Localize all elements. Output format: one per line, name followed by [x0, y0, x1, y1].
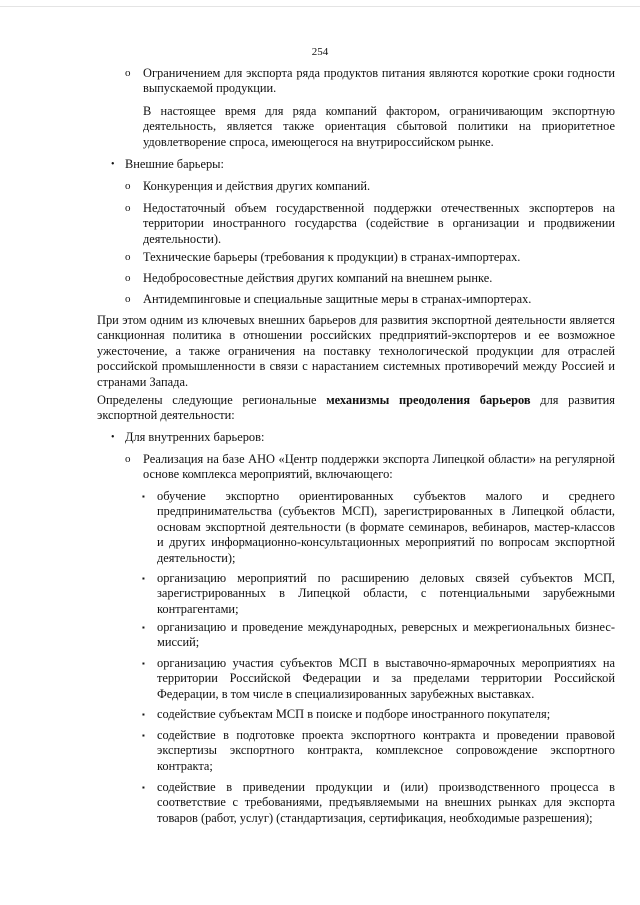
square-bullet-icon: ▪ [142, 623, 145, 632]
sub-list-item-text: содействие в приведении продукции и (или) производственного процесса в соответствие с требованиями, предъявляемыми на внешних рынках для экспорта товаров (работ, услуг) (стандартизация, сертификация, необходимые разрешения); [157, 780, 615, 825]
page-number: 254 [311, 46, 329, 58]
sub-list-item [142, 489, 615, 566]
sub-list-item-text: организацию и проведение международных, реверсных и межрегиональных бизнес-миссий; [157, 620, 615, 650]
bullet-icon: • [111, 159, 115, 170]
sub-list-item [142, 571, 615, 617]
list-item [125, 66, 615, 97]
list-item-text: Ограничением для экспорта ряда продуктов питания являются короткие сроки годности выпускаемой продукции. [143, 66, 615, 96]
circle-bullet-icon: o [125, 202, 131, 214]
circle-bullet-icon: o [125, 453, 131, 465]
list-item-text: Для внутренних барьеров: [125, 430, 265, 444]
list-item [125, 179, 615, 194]
square-bullet-icon: ▪ [142, 710, 145, 719]
list-item [111, 157, 615, 172]
bold-emphasis: механизмы преодоления барьеров [326, 393, 531, 407]
square-bullet-icon: ▪ [142, 783, 145, 792]
top-rule [0, 6, 640, 7]
sub-list-item [142, 656, 615, 702]
square-bullet-icon: ▪ [142, 574, 145, 583]
paragraph-text: В настоящее время для ряда компаний фактором, ограничивающим экспортную деятельность, является также ориентация сбытовой политики на приоритетное удовлетворение спроса, имеющегося на внутрироссийском рынке. [143, 104, 615, 149]
sub-list-item-text: организацию мероприятий по расширению деловых связей субъектов МСП, зарегистрированных в Липецкой области, с потенциальными зарубежными контрагентами; [157, 571, 615, 616]
paragraph [97, 393, 615, 424]
square-bullet-icon: ▪ [142, 492, 145, 501]
paragraph [97, 313, 615, 390]
list-item-text: Конкуренция и действия других компаний. [143, 179, 371, 193]
square-bullet-icon: ▪ [142, 659, 145, 668]
paragraph-text-end: для развития экспортной деятельности: [97, 393, 615, 423]
list-item-text: Антидемпинговые и специальные защитные меры в странах-импортерах. [143, 292, 532, 306]
circle-bullet-icon: o [125, 272, 131, 284]
sub-list-item-text: обучение экспортно ориентированных субъектов малого и среднего предпринимательства (субъектов МСП), зарегистрированных в Липецкой области, основам экспортной деятельности (в формате семинаров, вебинаров, мастер-классов и других информационно-консультационных мероприятий по вопросам экспортной деятельности); [157, 489, 615, 565]
circle-bullet-icon: o [125, 180, 131, 192]
sub-list-item [142, 780, 615, 826]
paragraph [143, 104, 615, 150]
paragraph-text: При этом одним из ключевых внешних барьеров для развития экспортной деятельности является санкционная политика в отношении российских предприятий-экспортеров и ее возможное ужесточение, а также ограничения на поставку технологической продукции для отраслей российской промышленности в связи с нарастанием системных противоречий между Россией и странами Запада. [97, 313, 615, 389]
list-item [125, 271, 615, 286]
list-item [125, 292, 615, 307]
sub-list-item [142, 620, 615, 651]
sub-list-item-text: содействие в подготовке проекта экспортного контракта и проведении правовой экспертизы экспортного контракта, комплексное сопровождение экспортного контракта; [157, 728, 615, 773]
list-item [125, 250, 615, 265]
list-item-text: Внешние барьеры: [125, 157, 224, 171]
list-item-text: Недобросовестные действия других компаний на внешнем рынке. [143, 271, 493, 285]
list-item-text: Недостаточный объем государственной поддержки отечественных экспортеров на территории иностранного государства (содействие в организации и продвижении деятельности). [143, 201, 615, 246]
list-item-text: Технические барьеры (требования к продукции) в странах-импортерах. [143, 250, 521, 264]
sub-list-item-text: содействие субъектам МСП в поиске и подборе иностранного покупателя; [157, 707, 551, 721]
square-bullet-icon: ▪ [142, 731, 145, 740]
sub-list-item [142, 707, 615, 722]
sub-list-item [142, 728, 615, 774]
circle-bullet-icon: o [125, 67, 131, 79]
bullet-icon: • [111, 432, 115, 443]
list-item [125, 201, 615, 247]
sub-list-item-text: организацию участия субъектов МСП в выставочно-ярмарочных мероприятиях на территории Российской Федерации и за пределами территории Российской Федерации, в том числе в специализированных зарубежных выставках. [157, 656, 615, 701]
circle-bullet-icon: o [125, 293, 131, 305]
list-item [111, 430, 615, 445]
circle-bullet-icon: o [125, 251, 131, 263]
list-item [125, 452, 615, 483]
list-item-text: Реализация на базе АНО «Центр поддержки экспорта Липецкой области» на регулярной основе комплекса мероприятий, включающего: [143, 452, 615, 482]
paragraph-text-start: Определены следующие региональные [97, 393, 327, 407]
